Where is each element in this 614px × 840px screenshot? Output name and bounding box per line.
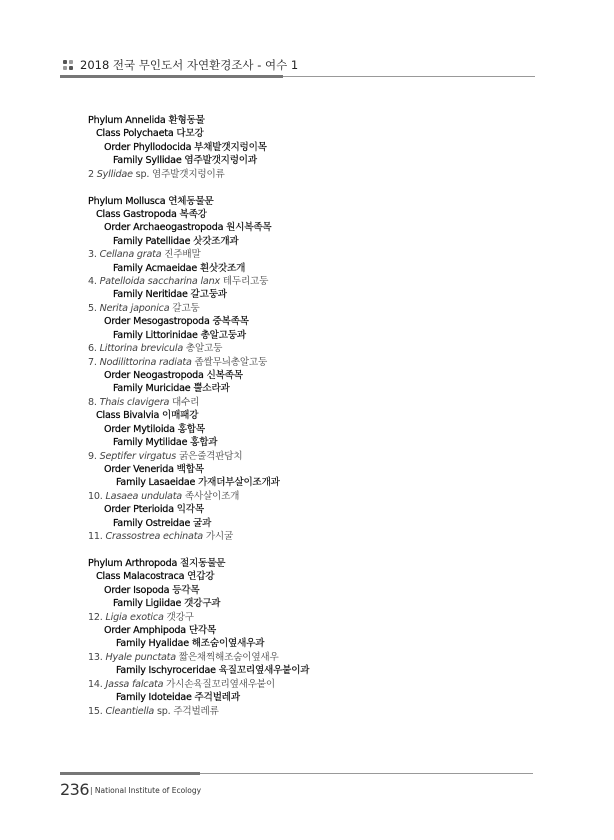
- taxon-heading: Family Neritidae 갈고둥과: [113, 289, 227, 301]
- species-number: 5.: [88, 302, 97, 314]
- taxon-heading: Family Patellidae 삿갓조개과: [113, 235, 239, 247]
- taxon-heading: Family Acmaeidae 흰삿갓조개: [113, 262, 246, 274]
- taxon-heading: Order Mesogastropoda 중복족목: [104, 316, 249, 328]
- taxon-heading: Order Pterioida 익각목: [104, 504, 204, 516]
- header-rule: [60, 76, 535, 77]
- common-name: 좁쌀무늬총알고둥: [191, 356, 268, 368]
- species-entry: [88, 450, 309, 463]
- common-name: 갈고둥: [169, 302, 200, 314]
- scientific-name: Nodilittorina radiata: [99, 356, 192, 368]
- taxon-heading: Order Neogastropoda 신복족목: [104, 370, 243, 382]
- running-header: [63, 57, 298, 73]
- species-entry: [88, 530, 309, 543]
- taxon-heading: Family Idoteidae 주걱벌레과: [116, 692, 240, 704]
- scientific-name: Syllidae: [96, 168, 133, 180]
- taxon-heading: Family Muricidae 뿔소라과: [113, 383, 230, 395]
- taxon-heading: Family Ostreidae 굴과: [113, 517, 212, 529]
- species-number: 15.: [88, 705, 103, 717]
- common-name: sp. 염주발갯지렁이류: [132, 168, 225, 180]
- scientific-name: Littorina brevicula: [99, 343, 184, 355]
- species-entry: [88, 490, 309, 503]
- taxon-heading: Phylum Arthropoda 절지동물문: [88, 557, 226, 569]
- scientific-name: Cellana grata: [99, 249, 162, 261]
- taxon-heading: Class Polychaeta 다모강: [96, 128, 204, 140]
- species-entry: [88, 356, 309, 369]
- footer-separator: |: [90, 786, 93, 795]
- species-number: 13.: [88, 651, 103, 663]
- species-entry: [88, 678, 309, 691]
- blank-line: [88, 544, 309, 557]
- species-entry: [88, 342, 309, 355]
- taxon-heading: Phylum Mollusca 연체동물문: [88, 195, 214, 207]
- common-name: 족사살이조개: [181, 490, 240, 502]
- common-name: 짧은채찍해조숨이옆새우: [175, 651, 279, 663]
- species-number: 12.: [88, 611, 103, 623]
- species-entry: [88, 302, 309, 315]
- scientific-name: Hyale punctata: [105, 651, 176, 663]
- header-squares-icon: [63, 60, 73, 70]
- footer-text: [90, 786, 201, 795]
- species-entry: [88, 651, 309, 664]
- species-entry: [88, 275, 309, 288]
- species-entry: [88, 705, 309, 718]
- scientific-name: Ligia exotica: [105, 611, 164, 623]
- scientific-name: Lasaea undulata: [105, 490, 182, 502]
- taxon-heading: Order Isopoda 등각목: [104, 584, 200, 596]
- species-entry: [88, 396, 309, 409]
- species-number: 4.: [88, 276, 97, 288]
- scientific-name: Thais clavigera: [99, 396, 170, 408]
- taxon-heading: Family Lasaeidae 가재더부살이조개과: [116, 477, 280, 489]
- taxon-heading: Family Littorinidae 총알고둥과: [113, 329, 246, 341]
- species-number: 9.: [88, 450, 97, 462]
- species-number: 7.: [88, 356, 97, 368]
- species-number: 11.: [88, 531, 103, 543]
- taxon-heading: Family Ischyroceridae 육질꼬리옆새우붙이과: [116, 665, 310, 677]
- blank-line: [88, 181, 309, 194]
- scientific-name: Crassostrea echinata: [105, 531, 203, 543]
- species-entry: [88, 611, 309, 624]
- page-number: 236: [60, 780, 90, 799]
- taxon-heading: Order Amphipoda 단각목: [104, 625, 217, 637]
- scientific-name: Patelloida saccharina lanx: [99, 276, 220, 288]
- taxon-heading: Order Venerida 백합목: [104, 463, 204, 475]
- common-name: 테두리고둥: [219, 276, 269, 288]
- common-name: 갯강구: [163, 611, 194, 623]
- common-name: 대수리: [169, 396, 200, 408]
- taxon-heading: Order Archaeogastropoda 원시복족목: [104, 222, 272, 234]
- taxon-heading: Family Mytilidae 홍합과: [113, 437, 218, 449]
- common-name: 가시손육질꼬리옆새우붙이: [163, 678, 275, 690]
- species-number: 6.: [88, 343, 97, 355]
- footer-rule: [60, 773, 533, 774]
- taxon-heading: Class Gastropoda 복족강: [96, 208, 207, 220]
- taxon-heading: Class Malacostraca 연갑강: [96, 571, 215, 583]
- species-entry: [88, 168, 309, 181]
- header-title: 2018 전국 무인도서 자연환경조사 - 여수 1: [80, 58, 299, 72]
- scientific-name: Septifer virgatus: [99, 450, 177, 462]
- common-name: 가시굴: [202, 531, 234, 543]
- species-number: 10.: [88, 490, 103, 502]
- scientific-name: Nerita japonica: [99, 302, 170, 314]
- species-number: 3.: [88, 249, 97, 261]
- common-name: 진주배말: [161, 249, 201, 261]
- taxon-heading: Order Mytiloida 홍합목: [104, 423, 205, 435]
- taxon-heading: Order Phyllodocida 부채발갯지렁이목: [104, 141, 267, 153]
- common-name: sp. 주걱벌레류: [154, 705, 219, 717]
- common-name: 총알고둥: [183, 343, 223, 355]
- taxon-heading: Family Hyalidae 해조숨이옆새우과: [116, 638, 265, 650]
- species-number: 8.: [88, 396, 97, 408]
- taxon-heading: Family Syllidae 염주발갯지렁이과: [113, 155, 257, 167]
- taxon-heading: Class Bivalvia 이매패강: [96, 410, 199, 422]
- scientific-name: Jassa falcata: [105, 678, 164, 690]
- species-number: 2: [88, 168, 94, 180]
- species-entry: [88, 248, 309, 261]
- scientific-name: Cleantiella: [105, 705, 155, 717]
- taxon-heading: Family Ligiidae 갯강구과: [113, 598, 221, 610]
- taxon-heading: Phylum Annelida 환형동물: [88, 115, 205, 126]
- common-name: 굵은줄격판담치: [176, 450, 243, 462]
- species-number: 14.: [88, 678, 103, 690]
- publisher-name: National Institute of Ecology: [94, 786, 202, 795]
- taxonomy-list: [88, 114, 309, 718]
